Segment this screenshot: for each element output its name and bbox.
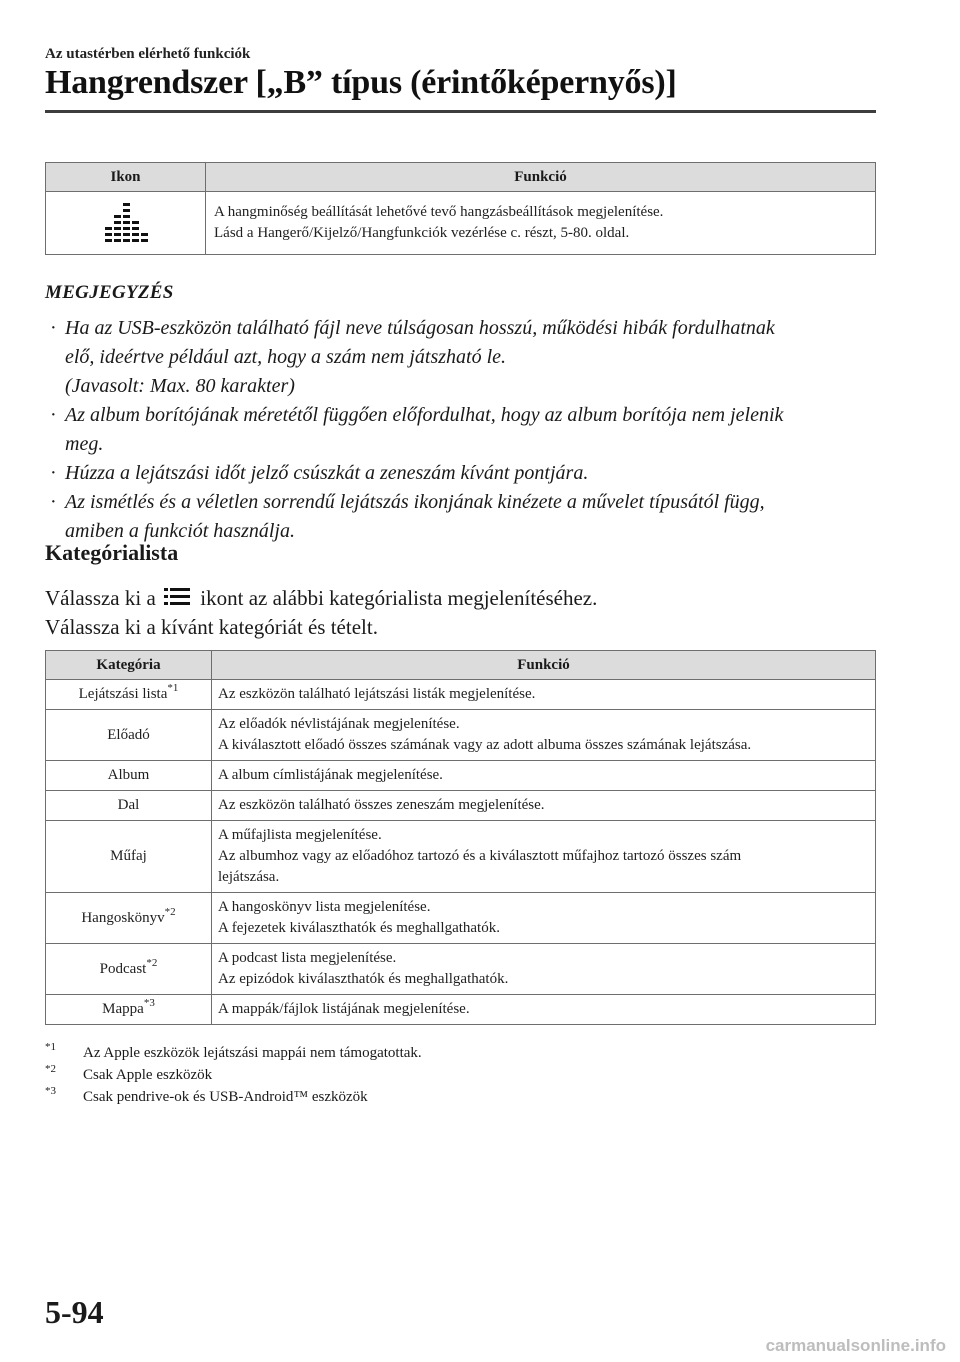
category-heading: Kategórialista bbox=[45, 540, 179, 565]
table-row: Hangoskönyv$^{*2}$ A hangoskönyv lista megjelenítése. A fejezetek kiválaszthatók és meghallgathatók. bbox=[46, 893, 876, 944]
equalizer-icon bbox=[100, 201, 152, 245]
watermark: carmanualsonline.info bbox=[765, 1336, 946, 1355]
notes-list bbox=[50, 314, 880, 546]
table-row: Műfaj A műfajlista megjelenítése. Az albumhoz vagy az előadóhoz tartozó és a kiválasztott műfajhoz tartozó összes szám lejátszása. bbox=[46, 821, 876, 893]
list-icon bbox=[163, 586, 191, 608]
footnote: *1 Az Apple eszközök lejátszási mappái nem támogatottak. bbox=[45, 1041, 422, 1061]
footnotes bbox=[45, 1042, 422, 1108]
category-column-header: Kategória bbox=[46, 651, 212, 680]
table-row: Lejátszási lista$^{*1}$ Az eszközön található lejátszási listák megjelenítése. bbox=[46, 680, 876, 710]
category-intro: Válassza ki a ikont az alábbi kategórialista megjelenítéséhez. Válassza ki a kívánt kategóriát és tételt. bbox=[45, 586, 598, 639]
table-row: Mappa$^{*3}$ A mappák/fájlok listájának megjelenítése. bbox=[46, 995, 876, 1025]
list-item: · Az album borítójának méretétől függően előfordulhat, hogy az album borítója nem jelenik meg. bbox=[50, 404, 784, 455]
list-item: · Ha az USB-eszközön található fájl neve túlságosan hosszú, működési hibák fordulhatnak elő, ideértve például azt, hogy a szám nem játszható le. (Javasolt: Max. 80 karakter) bbox=[50, 317, 775, 397]
footnote: *2 Csak Apple eszközök bbox=[45, 1063, 213, 1083]
icon-column-header: Ikon bbox=[46, 163, 206, 192]
table-row: Album A album címlistájának megjelenítése. bbox=[46, 761, 876, 791]
function-column-header: Funkció bbox=[206, 163, 876, 192]
page-title: Hangrendszer [„B” típus (érintőképernyős)] bbox=[45, 64, 677, 101]
note-heading: MEGJEGYZÉS bbox=[45, 282, 174, 303]
icon-table bbox=[45, 162, 876, 255]
list-item: · Az ismétlés és a véletlen sorrendű lejátszás ikonjának kinézete a művelet típusától függ, amiben a funkciót használja. bbox=[50, 491, 765, 542]
table-row bbox=[46, 192, 876, 255]
list-item: · Húzza a lejátszási időt jelző csúszkát a zeneszám kívánt pontjára. bbox=[50, 462, 589, 484]
page-number: 5-94 bbox=[45, 1294, 104, 1330]
table-row: Dal Az eszközön található összes zeneszám megjelenítése. bbox=[46, 791, 876, 821]
table-row: Előadó Az előadók névlistájának megjelenítése. A kiválasztott előadó összes számának vagy az adott albuma összes számának lejátszása. bbox=[46, 710, 876, 761]
icon-cell bbox=[46, 192, 206, 255]
function-cell: A hangminőség beállítását lehetővé tevő hangzásbeállítások megjelenítése. Lásd a Hangerő/Kijelző/Hangfunkciók vezérlése c. részt, 5-80. oldal. bbox=[206, 192, 876, 255]
section-label: Az utastérben elérhető funkciók bbox=[45, 46, 251, 62]
table-row: Podcast$^{*2}$ A podcast lista megjelenítése. Az epizódok kiválaszthatók és meghallgathatók. bbox=[46, 944, 876, 995]
category-table bbox=[45, 650, 876, 1025]
function-column-header: Funkció bbox=[212, 651, 876, 680]
footnote: *3 Csak pendrive-ok és USB-Android™ eszközök bbox=[45, 1085, 368, 1105]
title-rule bbox=[45, 110, 876, 113]
